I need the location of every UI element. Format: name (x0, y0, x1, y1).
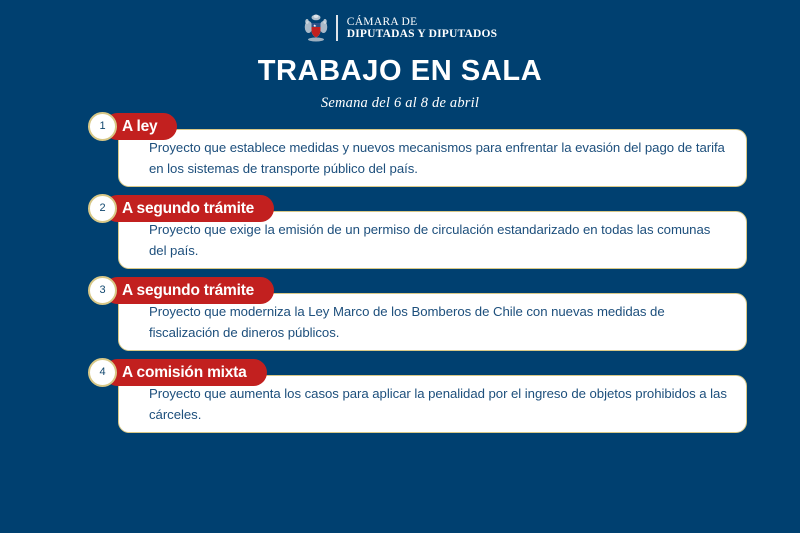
item-number: 4 (99, 366, 106, 378)
logo-divider (336, 15, 338, 41)
page-header (0, 0, 800, 112)
list-item (0, 195, 800, 277)
item-card (118, 129, 747, 187)
list-item (0, 113, 800, 195)
item-status-label: A segundo trámite (122, 199, 255, 217)
institution-line-1: CÁMARA DE (346, 15, 418, 28)
item-number: 2 (99, 202, 106, 214)
institution-logo (0, 11, 800, 45)
chile-coat-of-arms-crest-icon (303, 13, 329, 43)
item-status-label: A ley (122, 117, 158, 135)
institution-name (347, 16, 498, 41)
item-description: Proyecto que exige la emisión de un permiso de circulación estandarizado en todas las comunas del país. (149, 221, 711, 258)
item-status-badge (104, 195, 274, 222)
item-number: 1 (99, 120, 106, 132)
page-title: TRABAJO EN SALA (257, 55, 543, 87)
item-description: Proyecto que aumenta los casos para aplicar la penalidad por el ingreso de objetos prohibidos a las cárceles. (149, 385, 727, 422)
list-item (0, 277, 800, 359)
item-status-label: A comisión mixta (122, 363, 247, 381)
item-number-badge (88, 276, 117, 305)
list-item (0, 359, 800, 441)
item-description: Proyecto que establece medidas y nuevos mecanismos para enfrentar la evasión del pago de tarifa en los sistemas de transporte público del país. (149, 139, 725, 176)
item-status-badge (104, 277, 274, 304)
item-status-badge (104, 359, 267, 386)
institution-line-2: DIPUTADAS Y DIPUTADOS (346, 28, 498, 40)
item-status-label: A segundo trámite (122, 281, 255, 299)
item-number-badge (88, 194, 117, 223)
items-list (0, 113, 800, 441)
item-number-badge (88, 112, 117, 141)
item-number: 3 (99, 284, 106, 296)
item-description: Proyecto que moderniza la Ley Marco de los Bomberos de Chile con nuevas medidas de fiscalización de dineros públicos. (149, 303, 665, 340)
item-number-badge (88, 358, 117, 387)
page-subtitle: Semana del 6 al 8 de abril (320, 95, 480, 111)
